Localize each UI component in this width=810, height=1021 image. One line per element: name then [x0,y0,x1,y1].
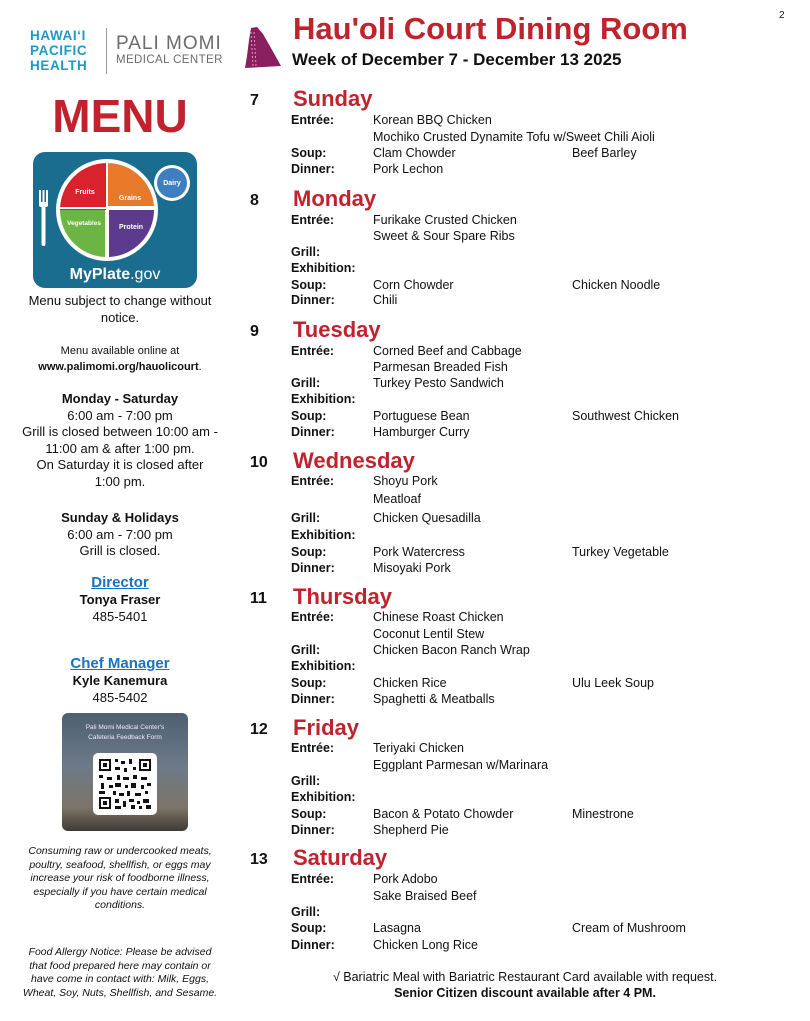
entree-label: Entrée: [291,872,335,886]
day-date: 8 [250,192,259,209]
entree-item: Corned Beef and Cabbage [373,344,522,358]
sunday-hours-time: 6:00 am - 7:00 pm [67,526,173,542]
myplate-logo [33,152,197,288]
hph-line-2: PACIFIC [30,43,88,58]
entree-item: Teriyaki Chicken [373,741,465,755]
soup-label: Soup: [291,676,327,690]
entree-label: Entrée: [291,610,335,624]
entree-label: Entrée: [291,344,335,358]
day-date: 10 [250,454,268,471]
dinner-item: Chili [373,293,398,307]
soup-item: Bacon & Potato Chowder [373,807,514,821]
soup-item: Ulu Leek Soup [572,676,655,690]
qr-code-icon[interactable] [93,753,157,815]
day-name: Wednesday [293,448,415,473]
exhibition-label: Exhibition: [291,528,356,542]
dinner-label: Dinner: [291,692,335,706]
day-name: Friday [293,715,360,740]
day-name: Saturday [293,845,388,870]
notice-line: notice. [100,309,140,325]
soup-item: Beef Barley [572,146,637,160]
senior-discount-note: Senior Citizen discount available after 4 PM. [394,986,656,1000]
soup-item: Clam Chowder [373,146,456,160]
allergy-line: Wheat, Soy, Nuts, Shellfish, and Sesame. [22,986,218,999]
entree-label: Entrée: [291,741,335,755]
chef-manager-phone: 485-5402 [92,689,148,705]
soup-label: Soup: [291,146,327,160]
grill-item: Chicken Bacon Ranch Wrap [373,643,530,657]
soup-item: Minestrone [572,807,634,821]
director-phone: 485-5401 [92,608,148,624]
soup-item: Lasagna [373,921,421,935]
hph-line-3: HEALTH [30,58,88,73]
dinner-item: Hamburger Curry [373,425,470,439]
soup-item: Pork Watercress [373,545,465,559]
sunday-hours-title: Sunday & Holidays [61,510,179,525]
grill-hours-line: 1:00 pm. [94,473,146,489]
svg-text:Fruits: Fruits [75,189,95,196]
soup-item: Southwest Chicken [572,409,680,423]
day-name: Thursday [293,584,393,609]
entree-label: Entrée: [291,474,335,488]
hawaii-pacific-health-pali-momi-logo [28,24,283,80]
pali-momi-wordmark: PALI MOMI [116,33,222,54]
soup-item: Chicken Rice [373,676,447,690]
soup-label: Soup: [291,278,327,292]
chef-manager-name: Kyle Kanemura [72,673,168,688]
dinner-item: Pork Lechon [373,162,444,176]
director-name: Tonya Fraser [79,592,161,607]
soup-item: Chicken Noodle [572,278,661,292]
grill-label: Grill: [291,643,321,657]
notice-line: Menu subject to change without [28,293,212,308]
warning-line: Consuming raw or undercooked meats, [28,845,212,857]
entree-item: Parmesan Breaded Fish [373,360,508,374]
dinner-label: Dinner: [291,938,335,952]
soup-item: Turkey Vegetable [572,545,669,559]
exhibition-label: Exhibition: [291,261,356,275]
entree-item: Shoyu Pork [373,474,438,488]
sunday-grill-status: Grill is closed. [79,543,161,558]
menu-website-link[interactable]: www.palimomi.org/hauolicourt [38,361,199,373]
qr-caption-line: Cafeteria Feedback Form [88,734,162,741]
allergy-line: have come in contact with: Milk, Eggs, [31,973,209,985]
warning-line: increase your risk of foodborne illness, [30,872,210,884]
myplate-graphic-icon [33,152,197,288]
grill-label: Grill: [291,376,321,390]
feedback-form-qr-card[interactable] [62,713,188,831]
food-safety-warning [0,845,240,913]
online-menu-info [0,343,240,375]
soup-item: Cream of Mushroom [572,921,686,935]
dinner-label: Dinner: [291,293,335,307]
entree-item: Sake Braised Beef [373,889,477,903]
grill-hours-line: On Saturday it is closed after [36,457,204,472]
svg-text:MyPlate.gov: MyPlate.gov [69,266,161,283]
soup-label: Soup: [291,921,327,935]
day-date: 9 [250,323,259,340]
day-date: 12 [250,721,268,738]
medical-center-wordmark: MEDICAL CENTER [116,54,223,66]
dinner-label: Dinner: [291,162,335,176]
day-name: Tuesday [293,317,381,342]
dinner-item: Spaghetti & Meatballs [373,692,495,706]
dinner-label: Dinner: [291,561,335,575]
hph-line-1: HAWAI‘I [30,28,86,43]
entree-item: Meatloaf [373,492,421,506]
dinner-label: Dinner: [291,425,335,439]
weekday-hours-time: 6:00 am - 7:00 pm [67,407,173,423]
chef-manager-contact [0,655,240,706]
allergy-line: Food Allergy Notice: Please be advised [28,946,212,958]
hph-wordmark [30,28,87,73]
soup-item: Portuguese Bean [373,409,470,423]
entree-item: Chinese Roast Chicken [373,610,504,624]
entree-item: Korean BBQ Chicken [373,113,492,127]
mountain-logo-icon [241,26,283,70]
chef-manager-link[interactable]: Chef Manager [70,655,170,672]
dinner-item: Shepherd Pie [373,823,449,837]
warning-line: poultry, seafood, shellfish, or eggs may [29,858,211,871]
svg-text:Vegetables: Vegetables [67,220,101,227]
grill-label: Grill: [291,511,321,525]
dinner-item: Misoyaki Pork [373,561,451,575]
grill-hours-line: Grill is closed between 10:00 am - [22,424,218,439]
qr-caption [62,723,188,743]
grill-hours-line: 11:00 am & after 1:00 pm. [45,440,195,456]
day-date: 7 [250,92,259,109]
weekday-hours [0,391,240,490]
entree-label: Entrée: [291,113,335,127]
soup-label: Soup: [291,409,327,423]
svg-text:Dairy: Dairy [163,180,181,187]
menu-change-notice [0,293,240,326]
period: . [198,361,202,373]
dinner-item: Chicken Long Rice [373,938,478,952]
warning-line: especially if you have certain medical [33,885,207,898]
exhibition-label: Exhibition: [291,659,356,673]
day-name: Monday [293,186,377,211]
bariatric-note: √ Bariatric Meal with Bariatric Restaurant Card available with request. [332,970,718,984]
week-range: Week of December 7 - December 13 2025 [292,50,622,69]
grill-label: Grill: [291,905,321,919]
page-number: 2 [779,10,785,21]
entree-item: Eggplant Parmesan w/Marinara [373,758,549,772]
food-allergy-notice [0,946,240,1000]
grill-item: Turkey Pesto Sandwich [373,376,504,390]
allergy-line: that food prepared here may contain or [29,959,211,972]
exhibition-label: Exhibition: [291,790,356,804]
director-contact [0,574,240,625]
soup-label: Soup: [291,545,327,559]
entree-item: Sweet & Sour Spare Ribs [373,229,515,243]
entree-item: Pork Adobo [373,872,438,886]
day-date: 11 [250,590,267,607]
logo-divider [106,28,107,74]
grill-label: Grill: [291,245,321,259]
qr-caption-line: Pali Momi Medical Center's [85,724,165,731]
weekday-hours-title: Monday - Saturday [61,391,179,406]
grill-label: Grill: [291,774,321,788]
director-link[interactable]: Director [91,574,149,591]
entree-label: Entrée: [291,213,335,227]
entree-item: Coconut Lentil Stew [373,627,485,641]
day-name: Sunday [293,86,373,111]
soup-item: Corn Chowder [373,278,454,292]
menu-heading: MENU [52,90,188,142]
soup-label: Soup: [291,807,327,821]
entree-item: Furikake Crusted Chicken [373,213,517,227]
warning-line: conditions. [94,899,146,911]
exhibition-label: Exhibition: [291,392,356,406]
page-title: Hau'oli Court Dining Room [293,11,688,46]
dinner-label: Dinner: [291,823,335,837]
entree-item: Mochiko Crusted Dynamite Tofu w/Sweet Chili Aioli [373,130,655,144]
svg-text:Protein: Protein [118,224,144,231]
grill-item: Chicken Quesadilla [373,511,481,525]
online-label: Menu available online at [60,345,180,357]
day-date: 13 [250,851,268,868]
sunday-hours [0,510,240,560]
svg-text:Grains: Grains [118,195,142,202]
